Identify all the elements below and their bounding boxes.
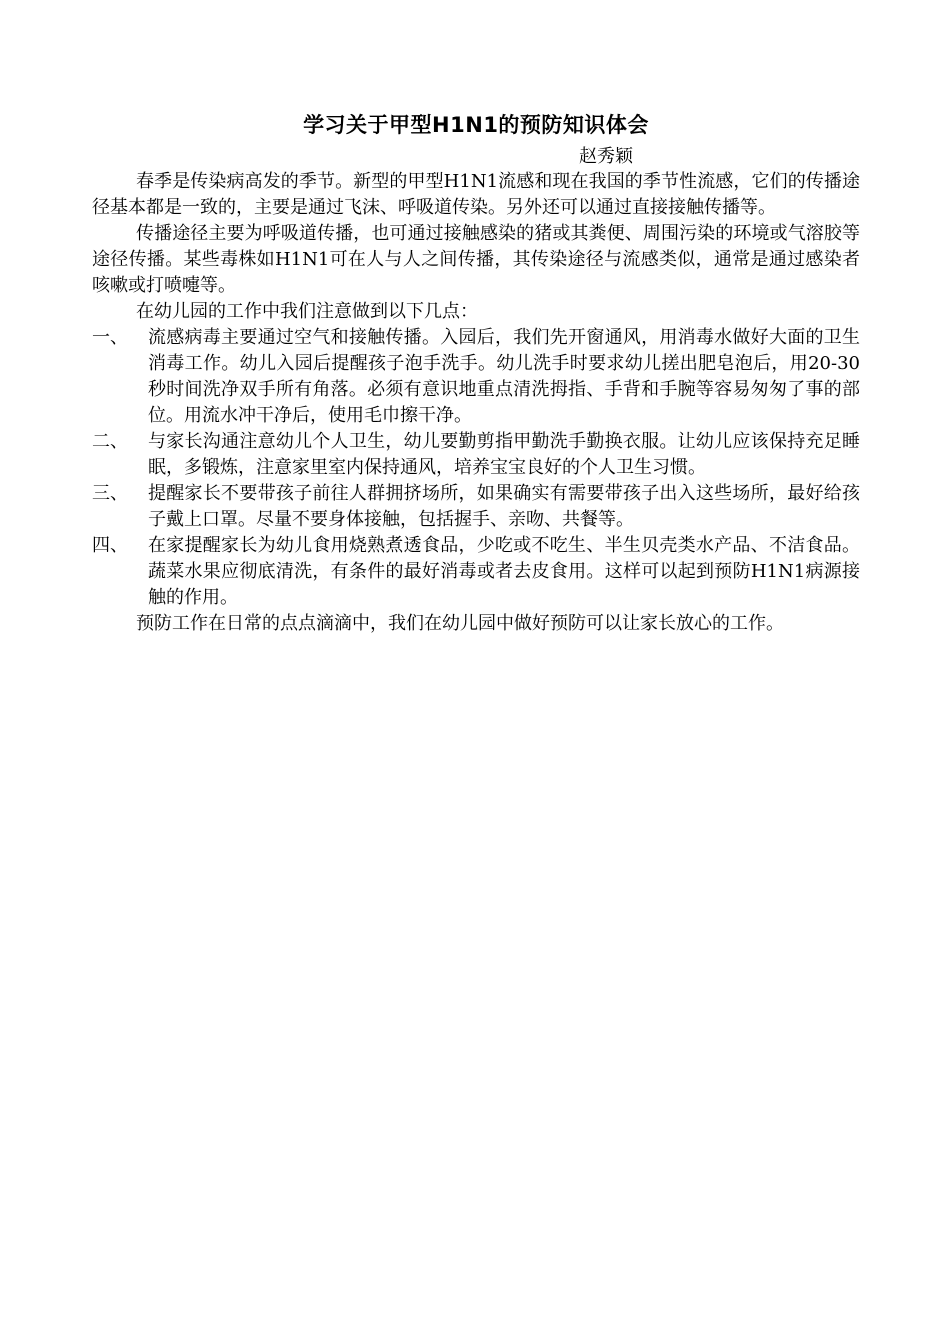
list-item-text: 与家长沟通注意幼儿个人卫生，幼儿要勤剪指甲勤洗手勤换衣服。让幼儿应该保持充足睡眠，多锻炼，注意家里室内保持通风，培养宝宝良好的个人卫生习惯。 bbox=[148, 431, 860, 478]
closing-paragraph: 预防工作在日常的点点滴滴中，我们在幼儿园中做好预防可以让家长放心的工作。 bbox=[136, 613, 784, 634]
intro-paragraph-2: 传播途径主要为呼吸道传播，也可通过接触感染的猪或其粪便、周围污染的环境或气溶胶等途径传播。某些毒株如H1N1可在人与人之间传播，其传染途径与流感类似，通常是通过感染者咳嗽或打喷嚏等。 bbox=[92, 223, 860, 296]
document-page bbox=[92, 110, 860, 637]
document-title: 学习关于甲型H1N1的预防知识体会 bbox=[303, 113, 649, 137]
intro-paragraph-3: 在幼儿园的工作中我们注意做到以下几点： bbox=[136, 301, 478, 322]
list-marker: 一、 bbox=[92, 327, 128, 348]
list-item bbox=[92, 481, 860, 533]
list-item-text: 在家提醒家长为幼儿食用烧熟煮透食品，少吃或不吃生、半生贝壳类水产品、不洁食品。蔬菜水果应彻底清洗，有条件的最好消毒或者去皮食用。这样可以起到预防H1N1病源接触的作用。 bbox=[148, 535, 860, 608]
list-marker: 二、 bbox=[92, 431, 128, 452]
list-marker: 四、 bbox=[92, 535, 128, 556]
list-item bbox=[92, 429, 860, 481]
list-item bbox=[92, 325, 860, 429]
list-item-text: 流感病毒主要通过空气和接触传播。入园后，我们先开窗通风，用消毒水做好大面的卫生消毒工作。幼儿入园后提醒孩子泡手洗手。幼儿洗手时要求幼儿搓出肥皂泡后，用20-30秒时间洗净双手所有角落。必须有意识地重点清洗拇指、手背和手腕等容易匆匆了事的部位。用流水冲干净后，使用毛巾擦干净。 bbox=[148, 327, 860, 426]
author-name: 赵秀颖 bbox=[579, 146, 633, 167]
list-item-text: 提醒家长不要带孩子前往人群拥挤场所，如果确实有需要带孩子出入这些场所，最好给孩子戴上口罩。尽量不要身体接触，包括握手、亲吻、共餐等。 bbox=[148, 483, 860, 530]
list-item bbox=[92, 533, 860, 611]
list-marker: 三、 bbox=[92, 483, 128, 504]
measures-list bbox=[92, 325, 860, 611]
intro-paragraph-1: 春季是传染病高发的季节。新型的甲型H1N1流感和现在我国的季节性流感，它们的传播途径基本都是一致的，主要是通过飞沫、呼吸道传染。另外还可以通过直接接触传播等。 bbox=[92, 171, 860, 218]
